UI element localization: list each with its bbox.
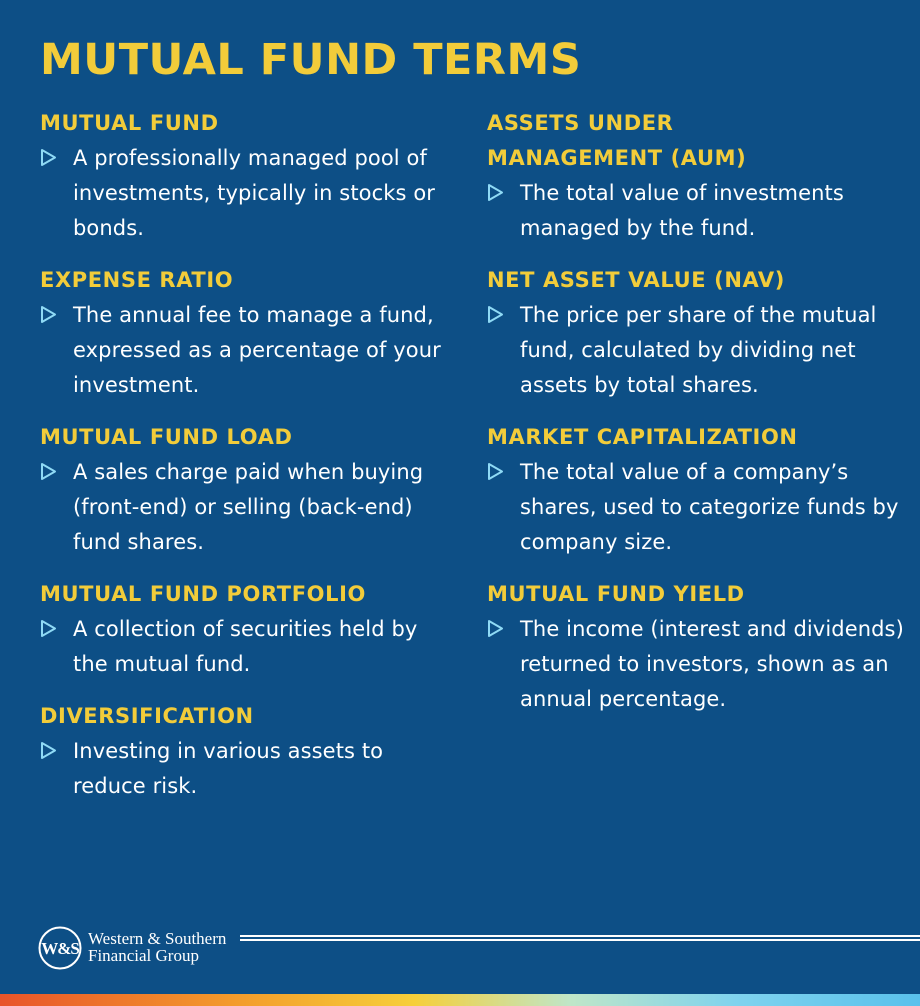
play-arrow-outline-icon: [487, 176, 520, 211]
term-title: NET ASSET VALUE (NAV): [487, 268, 785, 292]
term-title: ASSETS UNDER MANAGEMENT (AUM): [487, 111, 747, 170]
left-column: [40, 106, 450, 821]
term-title: MUTUAL FUND: [40, 111, 219, 135]
play-arrow-outline-icon: [40, 455, 73, 490]
company-name-line1: Western & Southern: [88, 929, 227, 948]
play-arrow-outline-icon: [40, 612, 73, 647]
term-definition: [487, 455, 907, 560]
term-definition-text: A collection of securities held by the mutual fund.: [73, 617, 418, 676]
term-market-capitalization: [487, 420, 907, 560]
term-definition: [487, 612, 907, 717]
term-title: MUTUAL FUND PORTFOLIO: [40, 582, 366, 606]
term-diversification: [40, 699, 450, 804]
term-title: MUTUAL FUND YIELD: [487, 582, 745, 606]
term-mutual-fund-portfolio: [40, 577, 450, 682]
page-title: MUTUAL FUND TERMS: [40, 35, 582, 85]
right-column: [487, 106, 907, 734]
ws-logo-icon: [38, 926, 82, 970]
play-arrow-outline-icon: [40, 734, 73, 769]
term-definition-text: A sales charge paid when buying (front-end) or selling (back-end) fund shares.: [73, 460, 424, 554]
term-definition: [40, 298, 450, 403]
term-definition: [487, 298, 907, 403]
term-definition: [487, 176, 907, 246]
term-definition: [40, 455, 450, 560]
play-arrow-outline-icon: [40, 298, 73, 333]
company-name-line2: Financial Group: [88, 946, 199, 965]
play-arrow-outline-icon: [487, 455, 520, 490]
term-net-asset-value: [487, 263, 907, 403]
term-definition-text: The income (interest and dividends) returned to investors, shown as an annual percentage.: [520, 617, 904, 711]
term-definition-text: The annual fee to manage a fund, expressed as a percentage of your investment.: [73, 303, 441, 397]
term-definition: [40, 141, 450, 246]
term-mutual-fund-yield: [487, 577, 907, 717]
play-arrow-outline-icon: [487, 612, 520, 647]
term-definition-text: Investing in various assets to reduce risk.: [73, 739, 384, 798]
term-title: DIVERSIFICATION: [40, 704, 254, 728]
gradient-bar: [0, 994, 920, 1006]
term-title: MUTUAL FUND LOAD: [40, 425, 293, 449]
term-definition: [40, 734, 450, 804]
term-title: MARKET CAPITALIZATION: [487, 425, 798, 449]
term-mutual-fund: [40, 106, 450, 246]
play-arrow-outline-icon: [487, 298, 520, 333]
term-definition-text: A professionally managed pool of investments, typically in stocks or bonds.: [73, 146, 436, 240]
term-definition-text: The total value of investments managed by the fund.: [520, 181, 844, 240]
term-mutual-fund-load: [40, 420, 450, 560]
term-definition-text: The price per share of the mutual fund, calculated by dividing net assets by total shares.: [520, 303, 877, 397]
footer-divider: [240, 935, 920, 941]
term-definition-text: The total value of a company’s shares, used to categorize funds by company size.: [520, 460, 899, 554]
logo-mark-text: W&S: [41, 939, 79, 958]
term-title: EXPENSE RATIO: [40, 268, 234, 292]
company-name: [88, 930, 226, 964]
term-definition: [40, 612, 450, 682]
term-expense-ratio: [40, 263, 450, 403]
term-assets-under-management: [487, 106, 907, 246]
play-arrow-outline-icon: [40, 141, 73, 176]
footer: [38, 924, 920, 974]
